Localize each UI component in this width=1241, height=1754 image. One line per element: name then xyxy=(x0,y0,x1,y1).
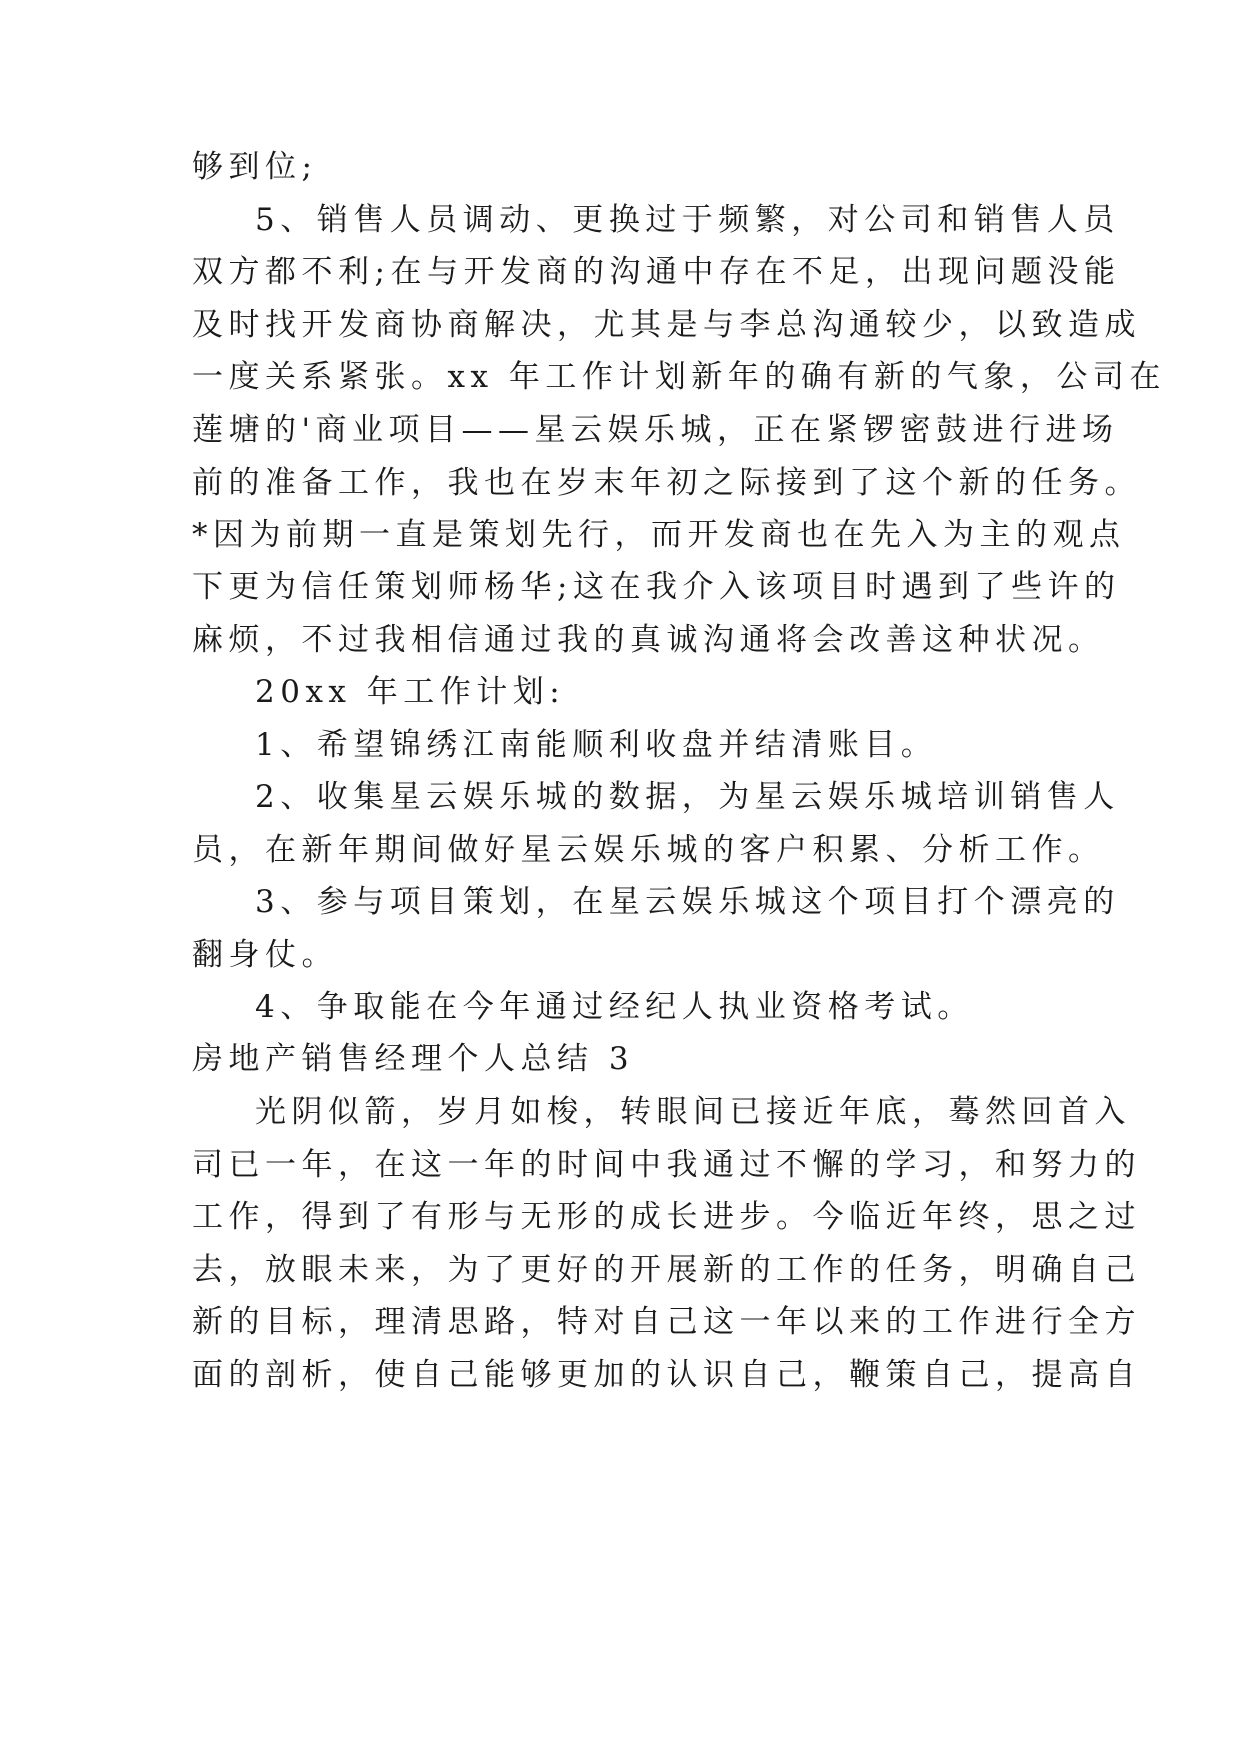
text-line-12: 1、希望锦绣江南能顺利收盘并结清账目。 xyxy=(255,727,938,763)
text-line-2: 5、销售人员调动、更换过于频繁，对公司和销售人员 xyxy=(255,202,1120,238)
text-line-10: 麻烦，不过我相信通过我的真诚沟通将会改善这种状况。 xyxy=(192,622,1105,658)
text-line-11: 20xx 年工作计划: xyxy=(255,674,566,710)
text-line-19: 光阴似箭，岁月如梭，转眼间已接近年底，蓦然回首入 xyxy=(255,1094,1131,1130)
text-line-7: 前的准备工作，我也在岁末年初之际接到了这个新的任务。 xyxy=(192,465,1141,501)
text-line-9: 下更为信任策划师杨华;这在我介入该项目时遇到了些许的 xyxy=(192,569,1121,605)
text-line-8: *因为前期一直是策划先行，而开发商也在先入为主的观点 xyxy=(192,517,1126,553)
text-line-17: 4、争取能在今年通过经纪人执业资格考试。 xyxy=(255,989,974,1025)
text-line-15: 3、参与项目策划，在星云娱乐城这个项目打个漂亮的 xyxy=(255,884,1120,920)
text-line-4: 及时找开发商协商解决，尤其是与李总沟通较少，以致造成 xyxy=(192,307,1141,343)
text-line-23: 新的目标，理清思路，特对自己这一年以来的工作进行全方 xyxy=(192,1304,1141,1340)
text-line-14: 员，在新年期间做好星云娱乐城的客户积累、分析工作。 xyxy=(192,832,1105,868)
text-line-6: 莲塘的'商业项目——星云娱乐城，正在紧锣密鼓进行进场 xyxy=(192,412,1119,448)
text-line-21: 工作，得到了有形与无形的成长进步。今临近年终，思之过 xyxy=(192,1199,1141,1235)
text-line-5: 一度关系紧张。xx 年工作计划新年的确有新的气象，公司在 xyxy=(192,359,1166,395)
text-line-3: 双方都不利;在与开发商的沟通中存在不足，出现问题没能 xyxy=(192,254,1121,290)
text-line-24: 面的剖析，使自己能够更加的认识自己，鞭策自己，提高自 xyxy=(192,1357,1141,1393)
text-line-1: 够到位; xyxy=(192,149,318,185)
text-line-22: 去，放眼未来，为了更好的开展新的工作的任务，明确自己 xyxy=(192,1252,1141,1288)
text-line-16: 翻身仗。 xyxy=(192,937,338,973)
text-line-20: 司已一年，在这一年的时间中我通过不懈的学习，和努力的 xyxy=(192,1147,1141,1183)
section-heading: 房地产销售经理个人总结 3 xyxy=(192,1041,635,1077)
text-line-13: 2、收集星云娱乐城的数据，为星云娱乐城培训销售人 xyxy=(255,779,1120,815)
